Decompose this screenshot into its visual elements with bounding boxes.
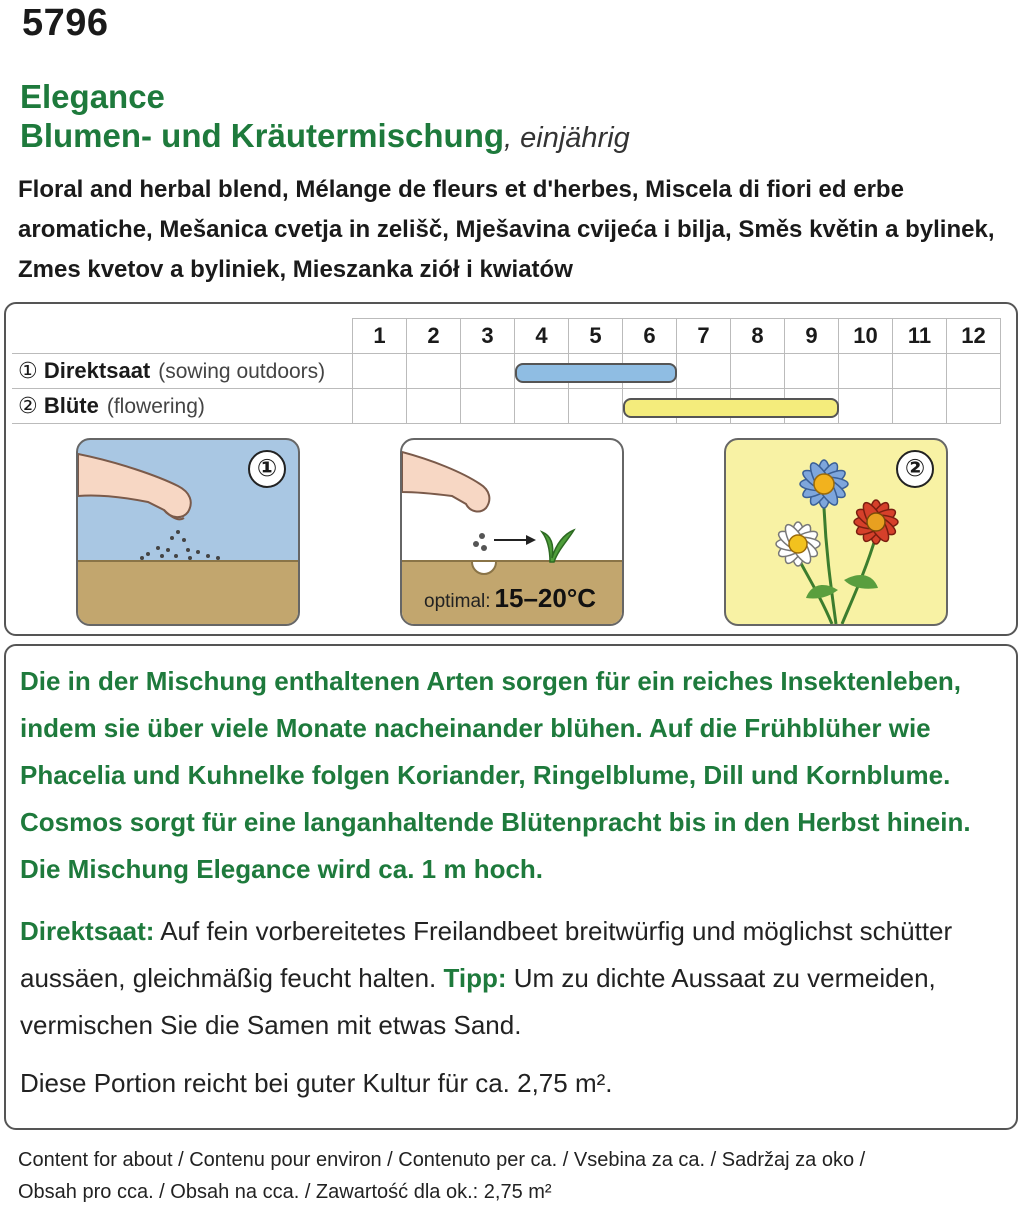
calendar-cell [353, 354, 407, 389]
multilingual-names: Floral and herbal blend, Mélange de fleurs et d'herbes, Miscela di fiori ed erbe aromatiche, Mešanica cvetja in zelišč, Mješavina cvijeća i bilja, Směs květin a bylinek, Zmes kvetov a byliniek, Mieszanka ziół i kwiatów [18, 176, 995, 283]
row-label-flowering [12, 389, 353, 424]
description-box [4, 644, 1018, 1130]
calendar-cell [893, 389, 947, 424]
month-3: 3 [461, 319, 515, 354]
calendar-header-row [12, 319, 1001, 354]
calendar-cell [785, 354, 839, 389]
month-12: 12 [947, 319, 1001, 354]
sowing-instructions [20, 908, 1000, 1049]
month-11: 11 [893, 319, 947, 354]
germination-illustration [400, 438, 624, 626]
month-1: 1 [353, 319, 407, 354]
product-title: Elegance [20, 78, 165, 115]
calendar-cell [839, 354, 893, 389]
calendar-cell [947, 354, 1001, 389]
tip-text: Um zu dichte Aussaat zu vermeiden, vermischen Sie die Samen mit etwas Sand. [20, 963, 936, 1040]
product-code: 5796 [22, 2, 109, 44]
content-amount [18, 1144, 1018, 1208]
row-sublabel: (flowering) [106, 395, 205, 418]
month-10: 10 [839, 319, 893, 354]
row-label-sowing [12, 354, 353, 389]
portion-info [20, 1068, 613, 1099]
row-marker: ① [18, 358, 38, 383]
direct-sowing-text: Auf fein vorbereitetes Freilandbeet breitwürfig und möglichst schütter aussäen, gleichmäßig feucht halten. [20, 916, 953, 993]
portion-text: Diese Portion reicht bei guter Kultur für ca. 2,75 m² [20, 1068, 606, 1098]
month-9: 9 [785, 319, 839, 354]
portion-end: . [605, 1068, 613, 1098]
product-subtitle [20, 117, 630, 157]
calendar-cell [407, 389, 461, 424]
row-sublabel: (sowing outdoors) [158, 360, 326, 383]
calendar-row-sowing [12, 354, 1001, 389]
flowering-illustration [724, 438, 948, 626]
month-7: 7 [677, 319, 731, 354]
calendar-cell [839, 389, 893, 424]
sowing-illustration [76, 438, 300, 626]
temperature-range: 15–20°C [494, 583, 597, 613]
sowing-calendar [12, 318, 1001, 424]
row-name: Direktsaat [43, 358, 151, 383]
month-8: 8 [731, 319, 785, 354]
month-2: 2 [407, 319, 461, 354]
mixture-description: Die in der Mischung enthaltenen Arten sorgen für ein reiches Insektenleben, indem sie über viele Monate nacheinander blühen. Auf die Frühblüher wie Phacelia und Kuhnelke folgen Koriander, Ringelblume, Dill und Kornblume. Cosmos sorgt für eine langanhaltende Blütenpracht bis in den Herbst hinein. Die Mischung Elegance wird ca. 1 m hoch. [20, 666, 971, 884]
content-line-1: Content for about / Contenu pour environ / Contenuto per ca. / Vsebina za ca. / Sadržaj za oko / [18, 1149, 866, 1171]
optimal-label: optimal: [424, 591, 491, 612]
month-5: 5 [569, 319, 623, 354]
sowing-period-bar [515, 363, 677, 383]
subtitle-suffix: , einjährig [504, 122, 630, 154]
row-name: Blüte [43, 393, 99, 418]
tip-label: Tipp: [443, 963, 507, 993]
flowering-period-bar [623, 398, 839, 418]
step-number: ② [896, 450, 934, 488]
content-line-2: Obsah pro cca. / Obsah na cca. / Zawartość dla ok.: 2,75 m² [18, 1181, 552, 1203]
calendar-cell [353, 389, 407, 424]
calendar-cell [461, 354, 515, 389]
calendar-cell [947, 389, 1001, 424]
calendar-cell [677, 354, 731, 389]
calendar-cell [407, 354, 461, 389]
month-6: 6 [623, 319, 677, 354]
optimal-temperature [424, 583, 596, 614]
calendar-cell [893, 354, 947, 389]
calendar-box [4, 302, 1018, 636]
calendar-cell [569, 389, 623, 424]
calendar-cell [461, 389, 515, 424]
subtitle-main: Blumen- und Kräutermischung [20, 117, 505, 154]
month-4: 4 [515, 319, 569, 354]
direct-sowing-label: Direktsaat: [20, 916, 155, 946]
step-number: ① [248, 450, 286, 488]
calendar-cell [515, 389, 569, 424]
calendar-corner [12, 319, 353, 354]
calendar-cell [731, 354, 785, 389]
calendar-row-flowering [12, 389, 1001, 424]
row-marker: ② [18, 393, 38, 418]
